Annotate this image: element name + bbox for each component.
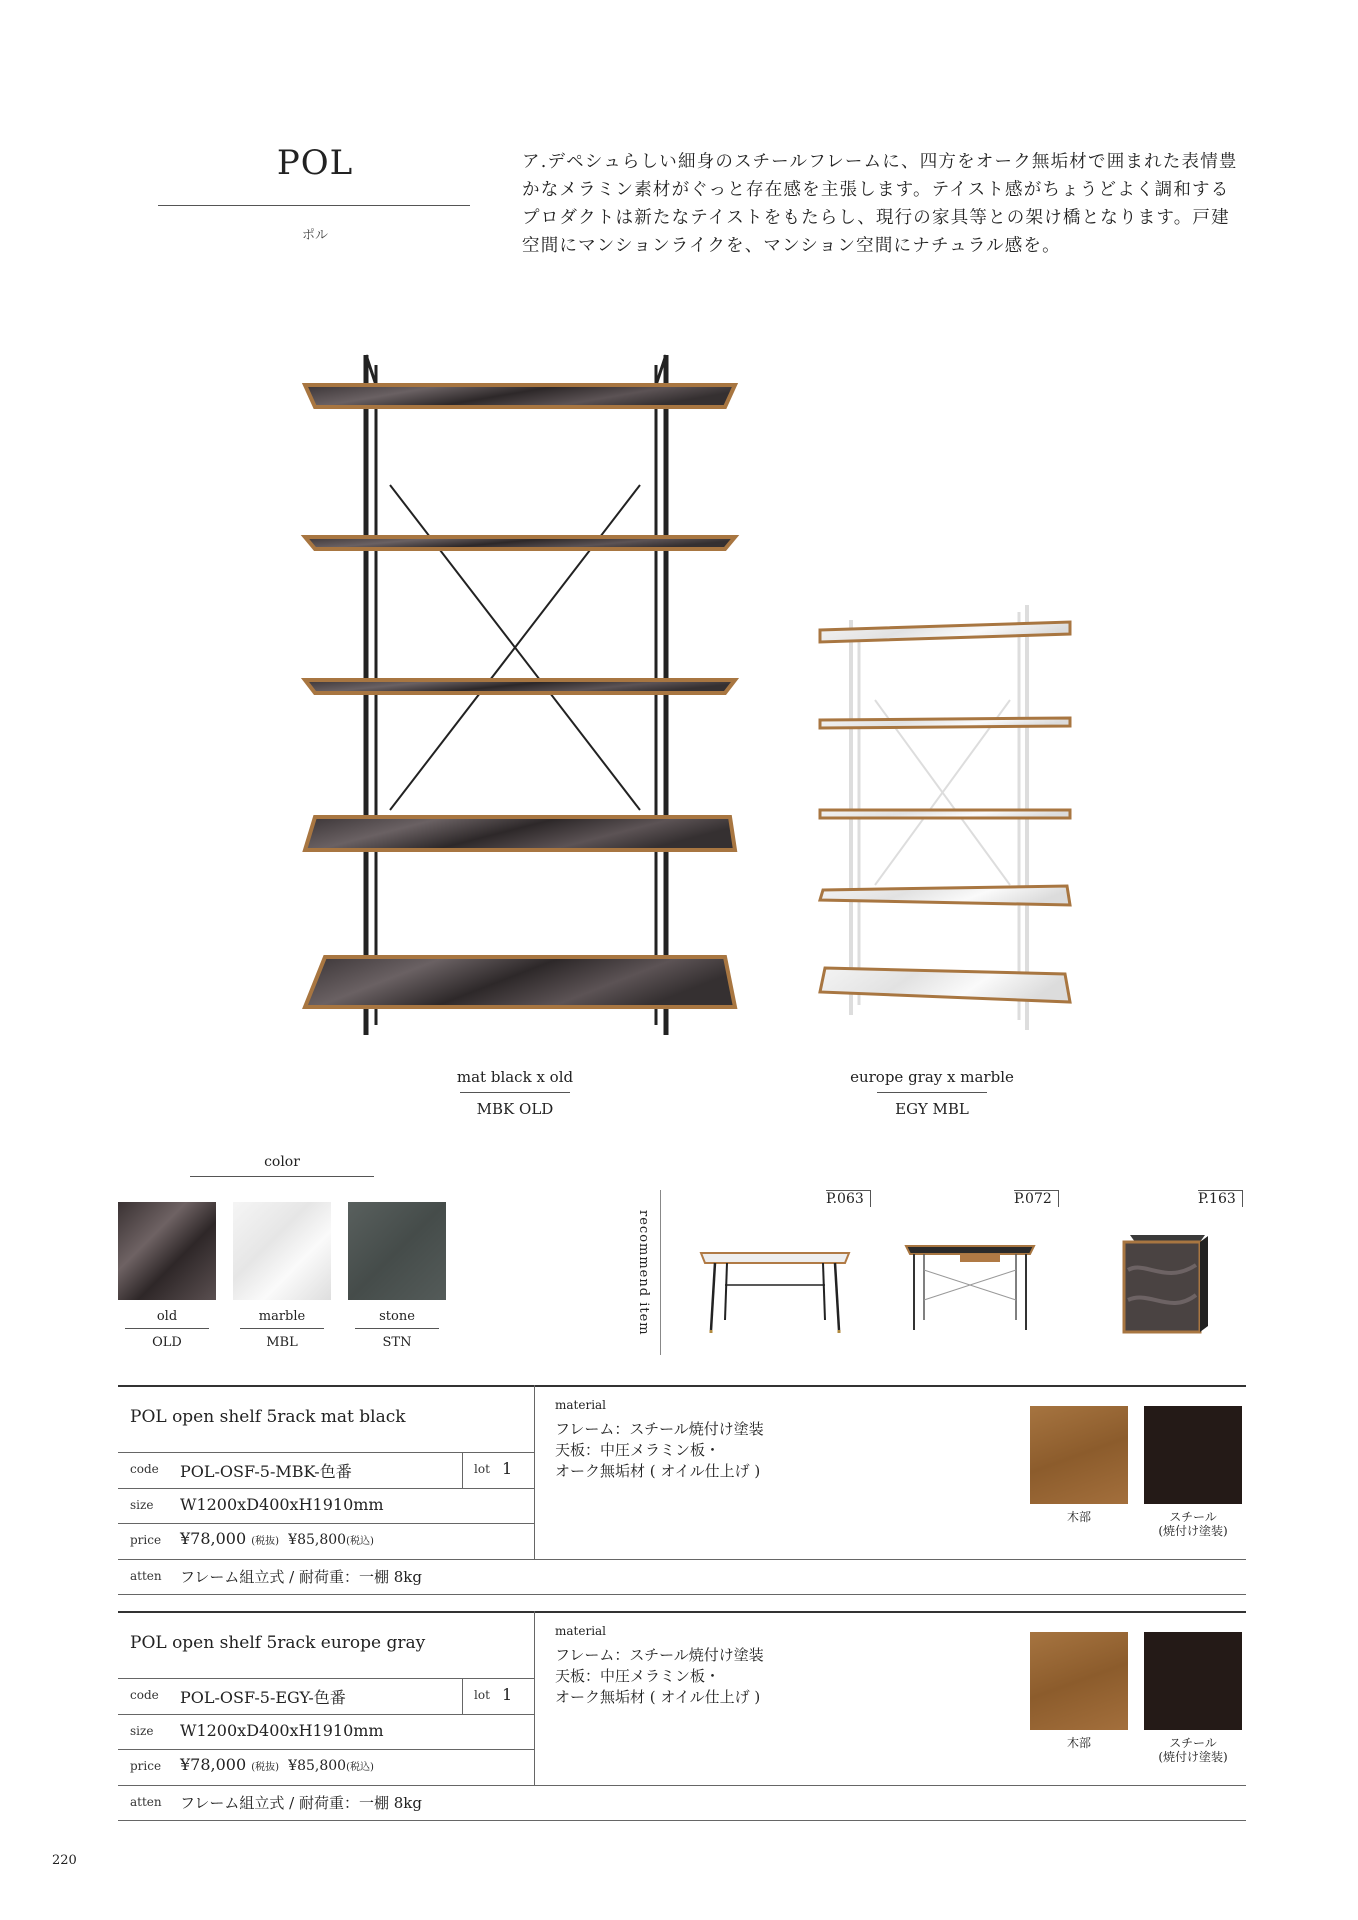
- product2-material-line: フレーム：スチール焼付け塗装: [555, 1646, 764, 1664]
- recommend-table-image[interactable]: [695, 1245, 855, 1335]
- variant-code-gray: EGY MBL: [895, 1100, 969, 1118]
- product2-price-in: ¥85,800: [288, 1758, 347, 1774]
- product1-lot: 1: [502, 1459, 513, 1478]
- product2-price-label: price: [130, 1759, 162, 1773]
- spec1-rule: [118, 1523, 534, 1524]
- product2-lot: 1: [502, 1685, 513, 1704]
- product1-tax-ex: (税抜): [251, 1536, 280, 1547]
- spec1-rule: [118, 1559, 1246, 1560]
- recommend-divider: [660, 1190, 661, 1355]
- product1-material-line: 天板：中圧メラミン板・: [555, 1441, 721, 1459]
- spec1-rule: [118, 1488, 534, 1489]
- product1-tax-in: (税込): [346, 1536, 374, 1547]
- variant-code-black: MBK OLD: [476, 1100, 554, 1118]
- product1-price-group: [180, 1529, 374, 1548]
- recommend-desk-image[interactable]: [900, 1240, 1040, 1335]
- spec1-rule: [118, 1452, 534, 1453]
- product1-steel-caption: スチール: [1169, 1510, 1217, 1524]
- recommend-page-ref-3[interactable]: P.163: [1198, 1190, 1243, 1207]
- product1-wood-tile: [1030, 1406, 1128, 1504]
- product2-steel-sub: (焼付け塗装): [1158, 1750, 1228, 1764]
- product1-lot-label: lot: [474, 1462, 490, 1476]
- product2-wood-caption: 木部: [1066, 1736, 1091, 1750]
- color-heading: color: [264, 1154, 300, 1170]
- product1-code: POL-OSF-5-MBK-色番: [180, 1462, 352, 1481]
- product1-wood-caption: 木部: [1066, 1510, 1091, 1524]
- product1-material: [555, 1419, 764, 1482]
- color-rule-marble: [240, 1328, 324, 1329]
- page-title: POL: [276, 143, 354, 183]
- spec1-bottom-rule: [118, 1594, 1246, 1595]
- color-code-old: OLD: [152, 1335, 182, 1350]
- recommend-label: recommend item: [636, 1210, 651, 1336]
- color-name-marble: marble: [258, 1309, 306, 1324]
- intro-text: ア.デペシュらしい細身のスチールフレームに、四方をオーク無垢材で囲まれた表情豊かなメラミン素材がぐっと存在感を主張します。テイスト感がちょうどよく調和するプロダクトは新たなテイストをもたらし、現行の家具等との架け橋となります。戸建空間にマンションライクを、マンション空間にナチュラル感を。: [522, 152, 1238, 256]
- color-rule-old: [125, 1328, 209, 1329]
- product1-price: ¥78,000: [180, 1529, 247, 1548]
- product2-material-line: 天板：中圧メラミン板・: [555, 1667, 721, 1685]
- color-code-marble: MBL: [266, 1335, 298, 1350]
- color-swatch-old[interactable]: [118, 1202, 216, 1300]
- spec2-lot-divider: [462, 1678, 463, 1714]
- variant-label-black: mat black x old: [456, 1068, 574, 1086]
- variant-divider-gray: [877, 1092, 987, 1093]
- title-kana: ポル: [301, 228, 328, 243]
- variant-divider-black: [460, 1092, 570, 1093]
- spec2-rule: [118, 1749, 534, 1750]
- product2-steel-caption: スチール: [1169, 1736, 1217, 1750]
- recommend-page-ref-1[interactable]: P.063: [826, 1190, 871, 1207]
- color-name-stone: stone: [379, 1309, 415, 1324]
- product2-code-label: code: [130, 1688, 159, 1702]
- color-swatch-marble[interactable]: [233, 1202, 331, 1300]
- product1-atten-label: atten: [130, 1569, 162, 1583]
- product2-tax-in: (税込): [346, 1762, 374, 1773]
- color-code-stone: STN: [382, 1335, 412, 1350]
- spec1-column-divider: [534, 1385, 535, 1559]
- spec2-rule: [118, 1678, 534, 1679]
- product2-wood-tile: [1030, 1632, 1128, 1730]
- product1-steel-tile: [1144, 1406, 1242, 1504]
- variant-label-gray: europe gray x marble: [850, 1068, 1014, 1086]
- page-number: 220: [52, 1853, 77, 1868]
- recommend-cube-image[interactable]: [1120, 1230, 1215, 1335]
- spec2-column-divider: [534, 1611, 535, 1785]
- product2-name: POL open shelf 5rack europe gray: [130, 1633, 426, 1653]
- product1-size: W1200xD400xH1910mm: [180, 1495, 384, 1514]
- spec2-top-rule: [118, 1611, 1246, 1613]
- product2-tax-ex: (税抜): [251, 1762, 280, 1773]
- product2-material-line: オーク無垢材 ( オイル仕上げ ): [555, 1688, 761, 1706]
- product2-steel-tile: [1144, 1632, 1242, 1730]
- spec2-bottom-rule: [118, 1820, 1246, 1821]
- product1-name: POL open shelf 5rack mat black: [130, 1407, 406, 1427]
- color-name-old: old: [156, 1309, 178, 1324]
- product1-code-label: code: [130, 1462, 159, 1476]
- product2-material-label: material: [555, 1624, 607, 1638]
- color-swatch-stone[interactable]: [348, 1202, 446, 1300]
- spec2-rule: [118, 1785, 1246, 1786]
- product1-steel-sub: (焼付け塗装): [1158, 1524, 1228, 1538]
- product2-code: POL-OSF-5-EGY-色番: [180, 1688, 346, 1707]
- white-shelf-image: [815, 600, 1085, 1030]
- spec1-top-rule: [118, 1385, 1246, 1387]
- product1-price-in: ¥85,800: [288, 1532, 347, 1548]
- product2-material: [555, 1645, 764, 1708]
- black-shelf-image: [290, 345, 750, 1045]
- product1-price-label: price: [130, 1533, 162, 1547]
- product1-material-line: オーク無垢材 ( オイル仕上げ ): [555, 1462, 761, 1480]
- product2-price: ¥78,000: [180, 1755, 247, 1774]
- spec1-lot-divider: [462, 1452, 463, 1488]
- title-divider: [158, 205, 470, 206]
- product2-lot-label: lot: [474, 1688, 490, 1702]
- color-rule-stone: [355, 1328, 439, 1329]
- spec2-rule: [118, 1714, 534, 1715]
- color-divider: [190, 1176, 374, 1177]
- product2-size-label: size: [130, 1724, 154, 1738]
- product1-size-label: size: [130, 1498, 154, 1512]
- product1-material-line: フレーム：スチール焼付け塗装: [555, 1420, 764, 1438]
- product2-atten-label: atten: [130, 1795, 162, 1809]
- product1-material-label: material: [555, 1398, 607, 1412]
- product1-atten: フレーム組立式 / 耐荷重：一棚 8kg: [180, 1568, 422, 1586]
- product2-price-group: [180, 1755, 374, 1774]
- recommend-page-ref-2[interactable]: P.072: [1014, 1190, 1059, 1207]
- product2-atten: フレーム組立式 / 耐荷重：一棚 8kg: [180, 1794, 422, 1812]
- product2-size: W1200xD400xH1910mm: [180, 1721, 384, 1740]
